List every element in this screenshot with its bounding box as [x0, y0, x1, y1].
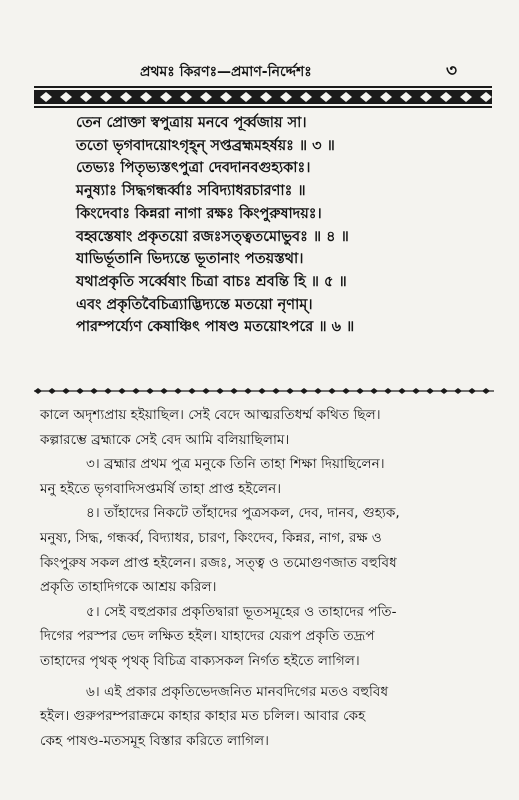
commentary-line: কিংপুরুষ সকল প্রাপ্ত হইলেন। রজঃ, সত্ত্ব ও তমোগুণজাত বহুবিধ — [40, 554, 397, 571]
commentary-line: ৬। এই প্রকার প্রকৃতিভেদজনিত মানবদিগের মতও বহুবিধ — [86, 683, 389, 700]
commentary-line: ৪। তাঁহাদের নিকটে তাঁহাদের পুত্রসকল, দেব, দানব, গুহ্যক, — [86, 505, 400, 522]
commentary-line: মনুষ্য, সিদ্ধ, গন্ধর্ব্ব, বিদ্যাধর, চারণ, কিংদেব, কিন্নর, নাগ, রক্ষ ও — [40, 529, 382, 546]
chapter-title: প্রথমঃ কিরণঃ—প্রমাণ-নির্দ্দেশঃ — [140, 64, 312, 80]
ornamental-border — [34, 86, 492, 108]
verse-line: বহ্বস্তেষাং প্রকৃতয়ো রজঃসত্ত্বতমোভুবঃ ॥ ৪ ॥ — [76, 228, 349, 245]
verse-line: যথাপ্রকৃতি সর্ব্বেষাং চিত্রা বাচঃ শ্রবন্তি হি ॥ ৫ ॥ — [76, 273, 347, 290]
bengali-commentary — [40, 403, 480, 753]
commentary-line: হইল। গুরুপরম্পরাক্রমে কাহার কাহার মত চলিল। আবার কেহ — [40, 708, 366, 725]
commentary-line: ৫। সেই বহুপ্রকার প্রকৃতিদ্বারা ভূতসমূহের ও তাহাদের পতি- — [86, 603, 397, 620]
verse-line: ততো ভৃগবাদয়োঽগৃহ্ন্ সপ্তব্রহ্মমহর্ষয়ঃ ॥ ৩ ॥ — [76, 137, 335, 154]
section-divider — [34, 383, 494, 399]
verse-line: যাভির্ভূতানি ভিদ্যন্তে ভূতানাং পতয়স্তথা। — [76, 251, 304, 268]
commentary-line: মনু হইতে ভৃগবাদিসপ্তমর্ষি তাহা প্রাপ্ত হইলেন। — [40, 480, 282, 497]
commentary-line: ৩। ব্রহ্মার প্রথম পুত্র মনুকে তিনি তাহা শিক্ষা দিয়াছিলেন। — [86, 456, 385, 473]
commentary-line: প্রকৃতি তাহাদিগকে আশ্রয় করিল। — [40, 579, 217, 596]
commentary-line: দিগের পরস্পর ভেদ লক্ষিত হইল। যাহাদের যেরূপ প্রকৃতি তদ্রূপ — [40, 628, 375, 645]
page-number: ৩ — [446, 61, 458, 81]
verse-line: তেভ্যঃ পিতৃভ্যস্তৎপুত্রা দেবদানবগুহ্যকাঃ। — [76, 160, 311, 177]
verse-line: পারম্পর্য্যেণ কেষাঞ্চিৎ পাষণ্ড মতয়োঽপরে ॥ ৬ ॥ — [76, 319, 355, 336]
verse-line: মনুষ্যাঃ সিদ্ধগন্ধর্ব্বাঃ সবিদ্যাধরচারণাঃ ॥ — [76, 183, 306, 200]
commentary-line: কালে অদৃশ্যপ্রায় হইয়াছিল। সেই বেদে আত্মরতিধর্ম্ম কথিত ছিল। — [40, 407, 381, 423]
verse-line: কিংদেবাঃ কিন্নরা নাগা রক্ষঃ কিংপুরুষাদয়ঃ। — [76, 205, 322, 222]
commentary-line: কল্পারম্ভে ব্রহ্মাকে সেই বেদ আমি বলিয়াছিলাম। — [40, 431, 290, 448]
commentary-line: কেহ পাষণ্ড-মতসমূহ বিস্তার করিতে লাগিল। — [40, 732, 270, 749]
sanskrit-verses — [76, 112, 476, 339]
verse-line: এবং প্রকৃতিবৈচিত্র্যাদ্ভিদ্যন্তে মতয়ো নৃণাম্। — [76, 296, 313, 313]
verse-line: তেন প্রোক্তা স্বপুত্রায় মনবে পূর্ব্বজায় সা। — [76, 115, 307, 131]
running-header — [0, 58, 519, 82]
commentary-line: তাহাদের পৃথক্ পৃথক্ বিচিত্র বাক্যসকল নির্গত হইতে লাগিল। — [40, 652, 360, 669]
